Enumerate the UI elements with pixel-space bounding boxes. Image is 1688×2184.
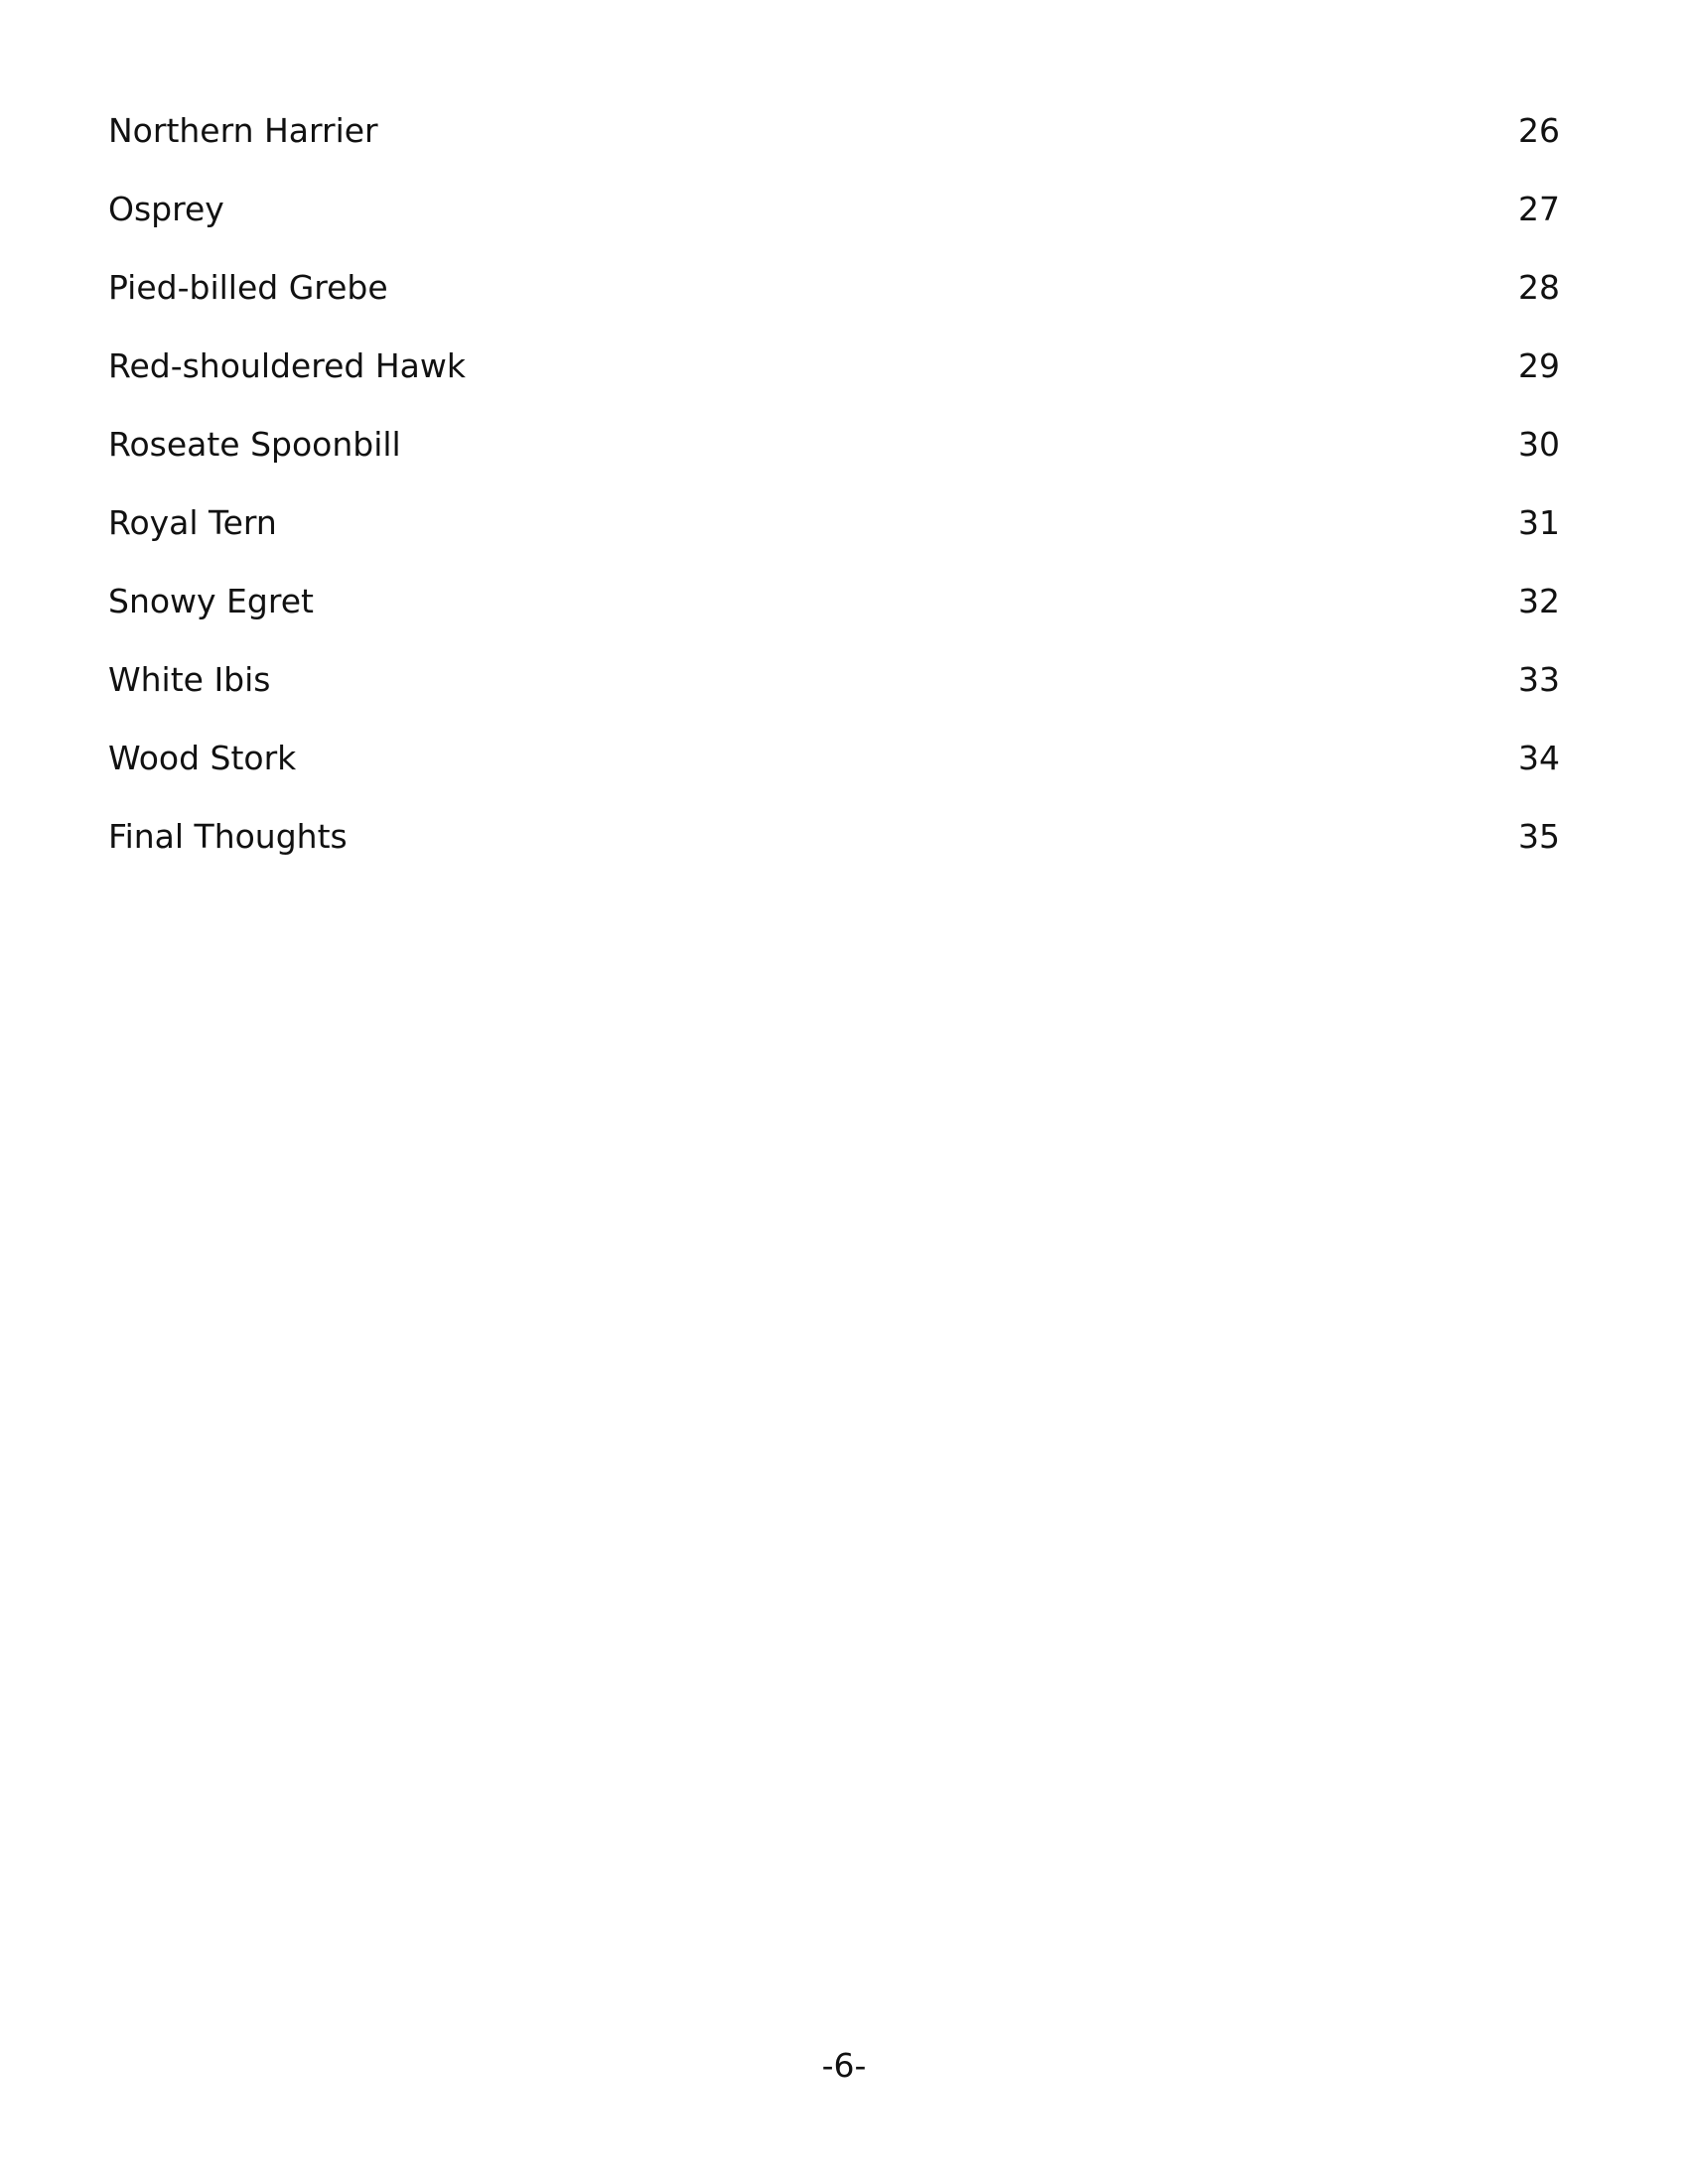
toc-entry[interactable]	[108, 797, 1560, 876]
table-of-contents	[108, 91, 1560, 876]
toc-entry[interactable]	[108, 170, 1560, 248]
toc-entry-page: 35	[1518, 816, 1560, 856]
toc-entry[interactable]	[108, 91, 1560, 170]
toc-entry-title: Red-shouldered Hawk	[108, 345, 466, 385]
toc-entry[interactable]	[108, 719, 1560, 797]
toc-entry[interactable]	[108, 248, 1560, 327]
toc-entry-page: 28	[1518, 267, 1560, 307]
toc-entry-title: Royal Tern	[108, 502, 277, 542]
toc-entry[interactable]	[108, 405, 1560, 483]
toc-entry[interactable]	[108, 327, 1560, 405]
toc-entry-page: 30	[1518, 424, 1560, 464]
toc-entry-title: Northern Harrier	[108, 110, 378, 150]
toc-entry-title: Osprey	[108, 189, 224, 228]
toc-entry-title: Pied-billed Grebe	[108, 267, 388, 307]
toc-entry-page: 33	[1518, 659, 1560, 699]
toc-entry-title: Wood Stork	[108, 738, 297, 777]
toc-entry-page: 26	[1518, 110, 1560, 150]
toc-entry-page: 29	[1518, 345, 1560, 385]
toc-entry-title: Final Thoughts	[108, 816, 348, 856]
toc-entry[interactable]	[108, 483, 1560, 562]
toc-entry-title: White Ibis	[108, 659, 271, 699]
page-number: -6-	[821, 2046, 867, 2085]
toc-entry[interactable]	[108, 562, 1560, 640]
toc-entry-page: 31	[1518, 502, 1560, 542]
toc-entry[interactable]	[108, 640, 1560, 719]
toc-entry-page: 34	[1518, 738, 1560, 777]
toc-entry-page: 27	[1518, 189, 1560, 228]
toc-entry-title: Snowy Egret	[108, 581, 314, 620]
toc-entry-page: 32	[1518, 581, 1560, 620]
toc-entry-title: Roseate Spoonbill	[108, 424, 401, 464]
